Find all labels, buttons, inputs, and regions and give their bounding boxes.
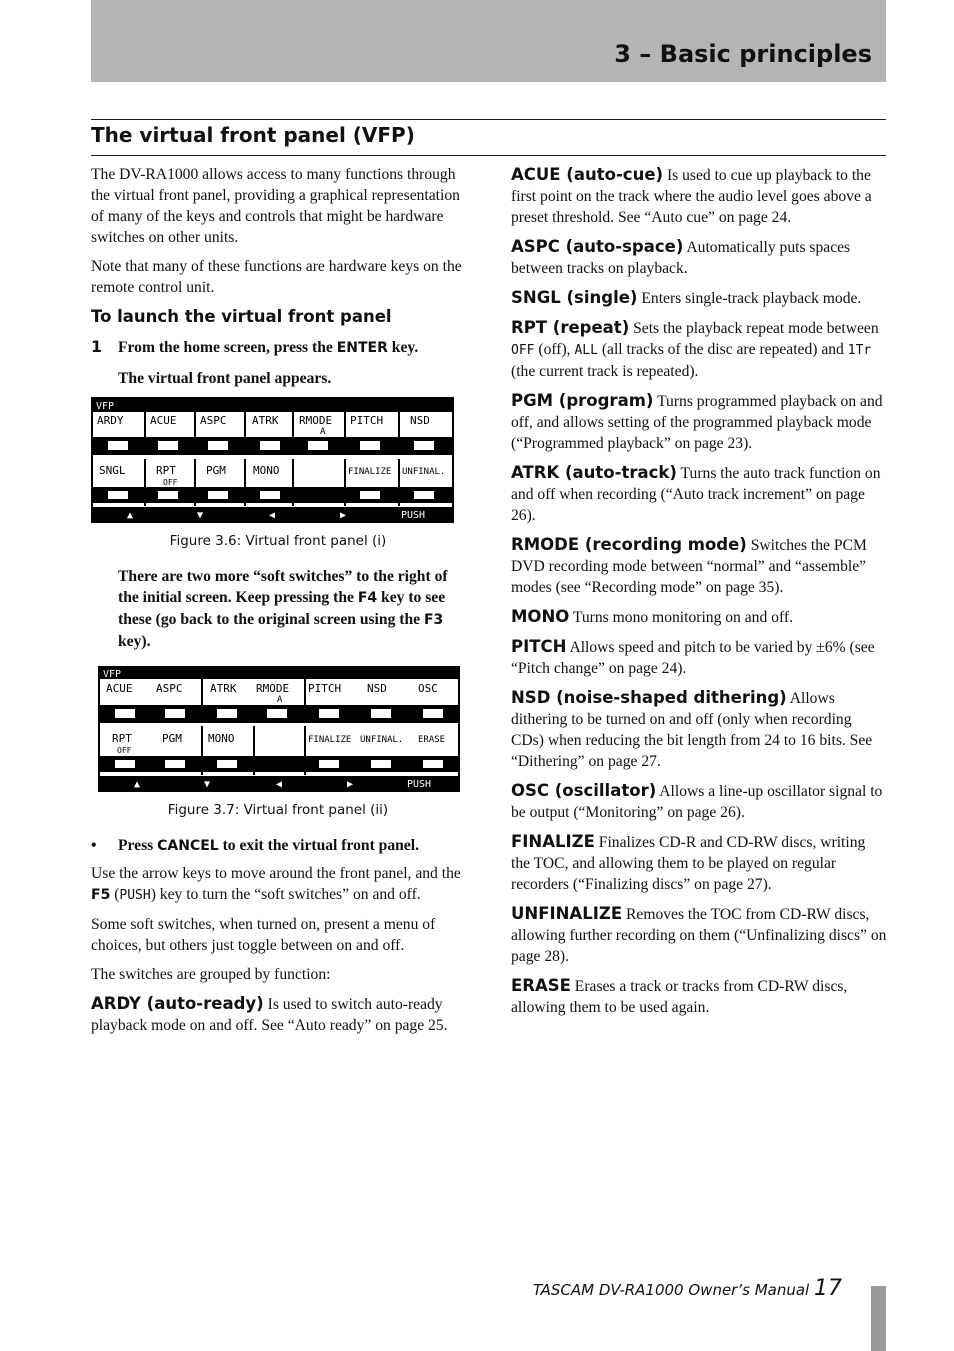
lcd-label: OSC xyxy=(418,682,438,695)
bullet-icon: • xyxy=(91,837,97,854)
lcd-label: FINALIZE xyxy=(348,467,392,477)
push-label: PUSH xyxy=(401,510,426,521)
step-text: From the home screen, press the ENTER key. xyxy=(118,339,419,356)
grouped-paragraph: The switches are grouped by function: xyxy=(91,966,331,983)
lcd-label: PGM xyxy=(162,732,182,745)
lcd-label: ERASE xyxy=(418,735,446,745)
arrow-keys-paragraph: Use the arrow keys to move around the front panel, and the F5 (PUSH) key to turn the “soft switches” on and off. xyxy=(91,865,461,903)
lcd-label: FINALIZE xyxy=(308,735,352,745)
section-rule xyxy=(91,155,886,156)
lcd-label: RMODE xyxy=(299,414,333,427)
lcd-label: ARDY xyxy=(97,414,124,427)
finalize-entry: FINALIZE Finalizes CD-R and CD-RW discs, writing the TOC, and allowing them to be played on regular recorders (“Finalizing discs” on page 27). xyxy=(511,832,866,893)
svg-text:◀: ◀ xyxy=(276,779,283,790)
lcd-label: RPT xyxy=(156,464,176,477)
rpt-entry: RPT (repeat) Sets the playback repeat mode between OFF (off), ALL (all tracks of the disc are repeated) and 1Tr (the current track is repeated). xyxy=(511,318,879,380)
vfp-title: VFP xyxy=(96,401,115,412)
step-1 xyxy=(91,337,465,359)
note-paragraph: Note that many of these functions are hardware keys on the remote control unit. xyxy=(91,258,462,296)
lcd-label: PGM xyxy=(206,464,226,477)
svg-text:◀: ◀ xyxy=(269,510,276,521)
lcd-label: ATRK xyxy=(210,682,237,695)
lcd-label: MONO xyxy=(253,464,280,477)
nsd-entry: NSD (noise-shaped dithering) Allows dithering to be turned on and off (only when recording CDs) when reducing the bit length from 24 to 16 bits. See “Dithering” on page 27. xyxy=(511,688,873,770)
vfp-screen-2 xyxy=(98,666,460,792)
cancel-bullet: • Press CANCEL to exit the virtual front panel. xyxy=(91,835,465,857)
f4-key: F4 xyxy=(357,590,378,606)
lcd-label: NSD xyxy=(367,682,387,695)
intro-paragraph: The DV-RA1000 allows access to many functions through the virtual front panel, providing a graphical representation of many of the keys and controls that might be hardware switches on other units. xyxy=(91,166,460,246)
svg-text:▲: ▲ xyxy=(127,510,134,521)
ardy-entry: ARDY (auto-ready) Is used to switch auto-ready playback mode on and off. See “Auto ready” on page 25. xyxy=(91,994,448,1034)
lcd-label: SNGL xyxy=(99,464,126,477)
lcd-label: RPT xyxy=(112,732,132,745)
push-label: PUSH xyxy=(407,779,432,790)
mono-entry: MONO Turns mono monitoring on and off. xyxy=(511,607,793,626)
lcd-label: NSD xyxy=(410,414,430,427)
thumb-tab xyxy=(871,1286,886,1351)
lcd-label: UNFINAL. xyxy=(402,467,446,477)
unfinalize-entry: UNFINALIZE Removes the TOC from CD-RW discs, allowing further recording on them (“Unfinalizing discs” on page 28). xyxy=(511,904,887,965)
f5-key: F5 xyxy=(91,887,111,903)
vfp-title: VFP xyxy=(103,669,122,680)
pgm-entry: PGM (program) Turns programmed playback on and off, and allows setting of the programmed playback mode (“Programmed playback” on page 23). xyxy=(511,391,883,452)
rpt-sub: OFF xyxy=(117,746,132,755)
lcd-label: ACUE xyxy=(106,682,133,695)
rpt-sub: OFF xyxy=(163,478,178,487)
lcd-label: ASPC xyxy=(156,682,183,695)
vfp-screen-2-graphic xyxy=(100,668,458,790)
vfp-appears: The virtual front panel appears. xyxy=(118,370,332,387)
rmode-sub: A xyxy=(320,427,326,437)
svg-text:▲: ▲ xyxy=(134,779,141,790)
right-column xyxy=(511,164,887,1026)
erase-entry: ERASE Erases a track or tracks from CD-RW discs, allowing them to be used again. xyxy=(511,976,848,1016)
header-bar xyxy=(91,0,886,82)
page-footer xyxy=(533,1276,842,1301)
rmode-entry: RMODE (recording mode) Switches the PCM DVD recording mode between “normal” and “assemble” modes (see “Recording mode” on page 35). xyxy=(511,535,867,596)
lcd-label: RMODE xyxy=(256,682,290,695)
sngl-entry: SNGL (single) Enters single-track playback mode. xyxy=(511,288,862,307)
manual-title: TASCAM DV-RA1000 Owner’s Manual xyxy=(532,1281,810,1299)
acue-entry: ACUE (auto-cue) Is used to cue up playback to the first point on the track where the audio level goes above a preset threshold. See “Auto cue” on page 24. xyxy=(511,165,872,226)
step-number: 1 xyxy=(91,338,102,356)
atrk-entry: ATRK (auto-track) Turns the auto track function on and off when recording (“Auto track increment” on page 26). xyxy=(511,463,881,524)
lcd-label: ATRK xyxy=(252,414,279,427)
left-column xyxy=(91,164,465,1044)
svg-text:▶: ▶ xyxy=(340,510,347,521)
vfp-screen-1 xyxy=(91,397,454,523)
lcd-label: MONO xyxy=(208,732,235,745)
lcd-label: ASPC xyxy=(200,414,227,427)
svg-text:▶: ▶ xyxy=(347,779,354,790)
enter-key: ENTER xyxy=(336,340,388,356)
figure-caption-2: Figure 3.7: Virtual front panel (ii) xyxy=(167,802,389,818)
soft-switch-instruction: There are two more “soft switches” to the right of the initial screen. Keep pressing the F4 key to see these (go back to the original screen using the F3 key). xyxy=(118,568,448,650)
rmode-sub: A xyxy=(277,695,283,705)
figure-caption-1: Figure 3.6: Virtual front panel (i) xyxy=(169,533,387,549)
lcd-label: PITCH xyxy=(350,414,384,427)
osc-entry: OSC (oscillator) Allows a line-up oscillator signal to be output (“Monitoring” on page 26). xyxy=(511,781,883,821)
top-rule xyxy=(91,119,886,120)
section-title: The virtual front panel (VFP) xyxy=(91,123,415,147)
lcd-label: UNFINAL. xyxy=(360,735,404,745)
svg-text:▼: ▼ xyxy=(197,510,204,521)
chapter-title: 3 – Basic principles xyxy=(614,40,872,68)
lcd-label: PITCH xyxy=(308,682,342,695)
lcd-label: ACUE xyxy=(150,414,177,427)
cancel-key: CANCEL xyxy=(157,838,219,854)
f3-key: F3 xyxy=(423,612,444,628)
launch-heading: To launch the virtual front panel xyxy=(91,307,392,326)
svg-text:▼: ▼ xyxy=(204,779,211,790)
page-number: 17 xyxy=(814,1276,842,1301)
soft-switch-paragraph: Some soft switches, when turned on, present a menu of choices, but others just toggle between on and off. xyxy=(91,916,436,954)
vfp-screen-1-graphic xyxy=(93,399,452,521)
pitch-entry: PITCH Allows speed and pitch to be varied by ±6% (see “Pitch change” on page 24). xyxy=(511,637,875,677)
aspc-entry: ASPC (auto-space) Automatically puts spaces between tracks on playback. xyxy=(511,237,851,277)
